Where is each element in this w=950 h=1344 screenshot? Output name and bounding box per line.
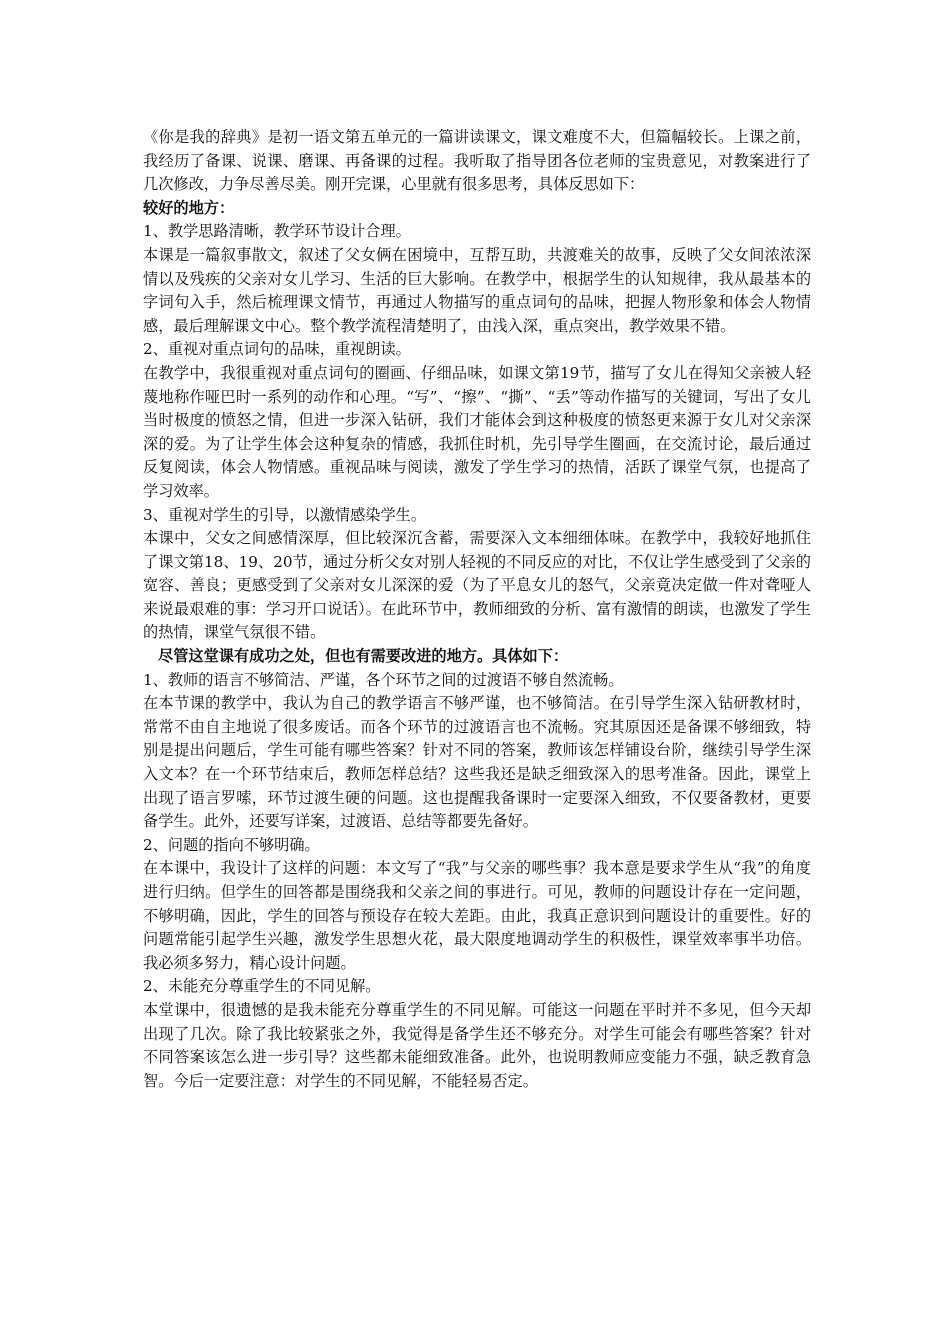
good-item-1-title: 1、教学思路清晰，教学环节设计合理。 <box>143 222 411 241</box>
improve-item-1-title: 1、教师的语言不够简洁、严谨，各个环节之间的过渡语不够自然流畅。 <box>143 670 624 689</box>
intro-paragraph: 《你是我的辞典》是初一语文第五单元的一篇讲读课文，课文难度不大，但篇幅较长。上课之前，我经历了备课、说课、磨课、再备课的过程。我听取了指导团各位老师的宝贵意见，对教案进行了几次修改，力争尽善尽美。刚开完课，心里就有很多思考，具体反思如下： <box>143 128 811 194</box>
improve-item-2-body: 在本课中，我设计了这样的问题：本文写了“我”与父亲的哪些事？我本意是要求学生从“我”的角度进行归纳。但学生的回答都是围绕我和父亲之间的事进行。可见，教师的问题设计存在一定问题，不够明确，因此，学生的回答与预设存在较大差距。由此，我真正意识到问题设计的重要性。好的问题常能引起学生兴趣，激发学生思想火花，最大限度地调动学生的积极性，课堂效率事半功倍。我必须多努力，精心设计问题。 <box>143 859 811 972</box>
good-item-1-body: 本课是一篇叙事散文，叙述了父女俩在困境中，互帮互助，共渡难关的故事，反映了父女间浓浓深情以及残疾的父亲对女儿学习、生活的巨大影响。在教学中，根据学生的认知规律，我从最基本的字词句入手，然后梳理课文情节，再通过人物描写的重点词句的品味，把握人物形象和体会人物情感，最后理解课文中心。整个教学流程清楚明了，由浅入深，重点突出，教学效果不错。 <box>143 245 811 335</box>
good-item-3-title: 3、重视对学生的引导，以激情感染学生。 <box>143 505 427 524</box>
good-item-2-title: 2、重视对重点词句的品味，重视朗读。 <box>143 340 411 359</box>
improve-item-2-title: 2、问题的指向不够明确。 <box>143 835 320 854</box>
improve-item-3-body: 本堂课中，很遗憾的是我未能充分尊重学生的不同见解。可能这一问题在平时并不多见，但今天却出现了几次。除了我比较紧张之外，我觉得是备学生还不够充分。对学生可能会有哪些答案？针对不同答案该怎么进一步引导？这些都未能细致准备。此外，也说明教师应变能力不强，缺乏教育急智。今后一定要注意：对学生的不同见解，不能轻易否定。 <box>143 1000 811 1090</box>
improve-item-1-body: 在本节课的教学中，我认为自己的教学语言不够严谨，也不够简洁。在引导学生深入钻研教材时，常常不由自主地说了很多废话。而各个环节的过渡语言也不流畅。究其原因还是备课不够细致，特别是提出问题后，学生可能有哪些答案？针对不同的答案，教师该怎样铺设台阶，继续引导学生深入文本？在一个环节结束后，教师怎样总结？这些我还是缺乏细致深入的思考准备。因此，课堂上出现了语言罗嗦，环节过渡生硬的问题。这也提醒我备课时一定要深入细致，不仅要备教材，更要备学生。此外，还要写详案，过渡语、总结等都要先备好。 <box>143 694 811 831</box>
improve-item-3-title: 2、未能充分尊重学生的不同见解。 <box>143 977 381 996</box>
good-points-heading: 较好的地方： <box>143 198 235 217</box>
good-item-2-body: 在教学中，我很重视对重点词句的圈画、仔细品味，如课文第19节，描写了女儿在得知父亲被人轻蔑地称作哑巴时一系列的动作和心理。“写”、“擦”、“撕”、“丢”等动作描写的关键词，写出了女儿当时极度的愤怒之情，但进一步深入钻研，我们才能体会到这种极度的愤怒更来源于女儿对父亲深深的爱。为了让学生体会这种复杂的情感，我抓住时机，先引导学生圈画，在交流讨论，最后通过反复阅读，体会人物情感。重视品味与阅读，激发了学生学习的热情，活跃了课堂气氛，也提高了学习效率。 <box>143 363 811 500</box>
document-body <box>143 126 811 1093</box>
improve-heading: 尽管这堂课有成功之处，但也有需要改进的地方。具体如下： <box>158 647 569 666</box>
good-item-3-body: 本课中，父女之间感情深厚，但比较深沉含蓄，需要深入文本细细体味。在教学中，我较好地抓住了课文第18、19、20节，通过分析父女对别人轻视的不同反应的对比，不仅让学生感受到了父亲的宽容、善良；更感受到了父亲对女儿深深的爱（为了平息女儿的怒气，父亲竟决定做一件对聋哑人来说最艰难的事：学习开口说话）。在此环节中，教师细致的分析、富有激情的朗读，也激发了学生的热情，课堂气氛很不错。 <box>143 529 811 642</box>
